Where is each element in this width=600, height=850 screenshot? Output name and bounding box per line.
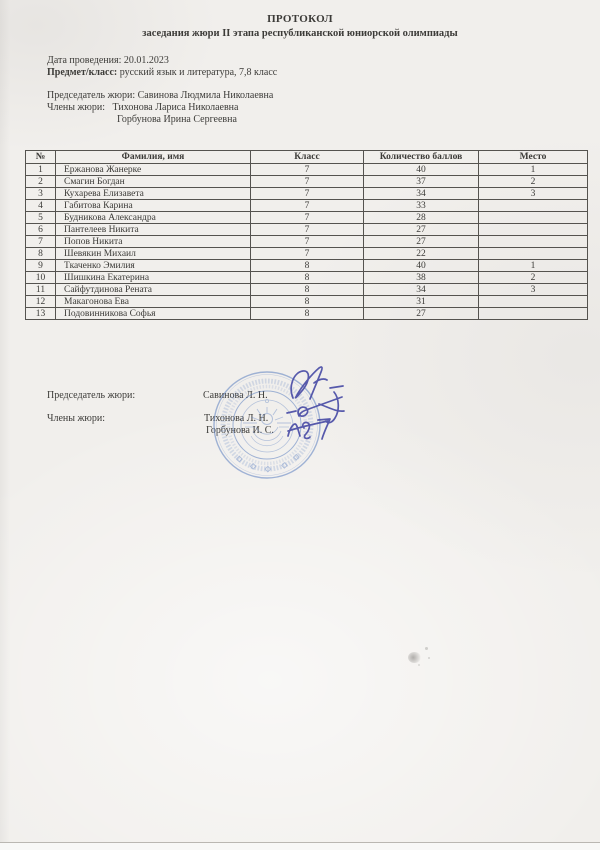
scan-smudge [408, 652, 421, 663]
table-cell: 34 [364, 188, 479, 200]
signature-member2-ink [288, 419, 330, 439]
table-row [26, 176, 588, 188]
date-value: 20.01.2023 [123, 55, 169, 66]
table-cell: 34 [364, 284, 479, 296]
handwritten-signatures [270, 352, 500, 462]
table-cell: 3 [479, 284, 588, 296]
table-cell: 8 [251, 284, 364, 296]
member1-name: Тихонова Лариса Николаевна [112, 102, 239, 113]
table-cell: 37 [364, 176, 479, 188]
member2-name: Горбунова Ирина Сергеевна [117, 114, 237, 125]
table-cell [479, 236, 588, 248]
members-label: Члены жюри: [47, 102, 106, 113]
table-row [26, 224, 588, 236]
subject-line [47, 67, 277, 78]
table-header-cell: Фамилия, имя [56, 151, 251, 164]
table-header-cell: № [26, 151, 56, 164]
document-title: ПРОТОКОЛ [267, 13, 333, 25]
table-header-cell: Место [479, 151, 588, 164]
table-cell: 8 [26, 248, 56, 260]
chairman-label: Председатель жюри: [47, 90, 136, 101]
table-row [26, 284, 588, 296]
table-header-row [26, 151, 588, 164]
table-cell [479, 212, 588, 224]
table-cell: 27 [364, 308, 479, 320]
table-cell: 27 [364, 224, 479, 236]
table-cell: 7 [251, 200, 364, 212]
table-cell: 3 [26, 188, 56, 200]
table-cell: 7 [26, 236, 56, 248]
signature-members-label: Члены жюри: [47, 413, 106, 424]
table-cell: 3 [479, 188, 588, 200]
table-cell: 8 [251, 308, 364, 320]
table-cell: Шевякин Михаил [56, 248, 251, 260]
table-cell: 4 [26, 200, 56, 212]
table-row [26, 188, 588, 200]
chairman-line [47, 90, 273, 101]
table-cell: 11 [26, 284, 56, 296]
table-cell: 12 [26, 296, 56, 308]
table-cell [479, 224, 588, 236]
table-cell: Кухарева Елизавета [56, 188, 251, 200]
table-cell: Ткаченко Эмилия [56, 260, 251, 272]
table-cell: Будникова Александра [56, 212, 251, 224]
date-label: Дата проведения: [47, 55, 122, 66]
table-cell: 7 [251, 176, 364, 188]
table-cell: 13 [26, 308, 56, 320]
table-row [26, 248, 588, 260]
table-cell [479, 296, 588, 308]
signature-member1-name: Тихонова Л. Н. [204, 413, 269, 424]
table-header-cell: Количество баллов [364, 151, 479, 164]
table-cell: Сайфутдинова Рената [56, 284, 251, 296]
table-row [26, 260, 588, 272]
members-line [47, 102, 238, 113]
table-row [26, 164, 588, 176]
results-table [25, 150, 588, 320]
signature-member2-name: Горбунова И. С. [206, 425, 274, 436]
table-cell: 2 [479, 272, 588, 284]
document-subtitle: заседания жюри II этапа республиканской юниорской олимпиады [142, 28, 458, 39]
table-cell: 7 [251, 188, 364, 200]
table-cell: Габитова Карина [56, 200, 251, 212]
table-cell: Смагин Богдан [56, 176, 251, 188]
table-row [26, 308, 588, 320]
table-cell: 9 [26, 260, 56, 272]
table-cell: 38 [364, 272, 479, 284]
table-cell: 8 [251, 296, 364, 308]
table-cell: 2 [479, 176, 588, 188]
table-cell: 40 [364, 164, 479, 176]
table-cell: Ержанова Жанерке [56, 164, 251, 176]
table-row [26, 272, 588, 284]
table-cell: 1 [479, 164, 588, 176]
table-cell: 5 [26, 212, 56, 224]
table-cell: Попов Никита [56, 236, 251, 248]
table-cell: 8 [251, 272, 364, 284]
scan-speck [418, 664, 420, 666]
table-cell: 33 [364, 200, 479, 212]
subject-label: Предмет/класс: [47, 67, 118, 78]
table-cell: 7 [251, 224, 364, 236]
table-cell: 6 [26, 224, 56, 236]
table-cell: 7 [251, 164, 364, 176]
table-cell: 10 [26, 272, 56, 284]
chairman-name: Савинова Людмила Николаевна [137, 90, 274, 101]
table-cell: 7 [251, 248, 364, 260]
scan-speck [428, 657, 430, 659]
table-cell: 1 [479, 260, 588, 272]
member2-line [117, 114, 237, 125]
table-cell: 1 [26, 164, 56, 176]
signature-chairman-label: Председатель жюри: [47, 390, 136, 401]
table-cell: 31 [364, 296, 479, 308]
table-cell: 2 [26, 176, 56, 188]
scan-speck [425, 647, 428, 650]
table-row [26, 296, 588, 308]
scanner-background [0, 843, 600, 850]
table-cell [479, 248, 588, 260]
date-line [47, 55, 169, 66]
table-cell: Пантелеев Никита [56, 224, 251, 236]
table-cell: Макагонова Ева [56, 296, 251, 308]
signature-chairman-name: Савинова Л. Н. [203, 390, 268, 401]
table-row [26, 212, 588, 224]
subject-value: русский язык и литература, 7,8 класс [119, 67, 278, 78]
table-cell: 8 [251, 260, 364, 272]
table-cell: 28 [364, 212, 479, 224]
table-cell: 7 [251, 212, 364, 224]
table-header-cell: Класс [251, 151, 364, 164]
table-cell: 40 [364, 260, 479, 272]
table-cell: Шишкина Екатерина [56, 272, 251, 284]
table-cell: 7 [251, 236, 364, 248]
table-cell [479, 200, 588, 212]
table-cell: 27 [364, 236, 479, 248]
table-cell [479, 308, 588, 320]
table-cell: Подовинникова Софья [56, 308, 251, 320]
table-row [26, 236, 588, 248]
table-row [26, 200, 588, 212]
table-cell: 22 [364, 248, 479, 260]
